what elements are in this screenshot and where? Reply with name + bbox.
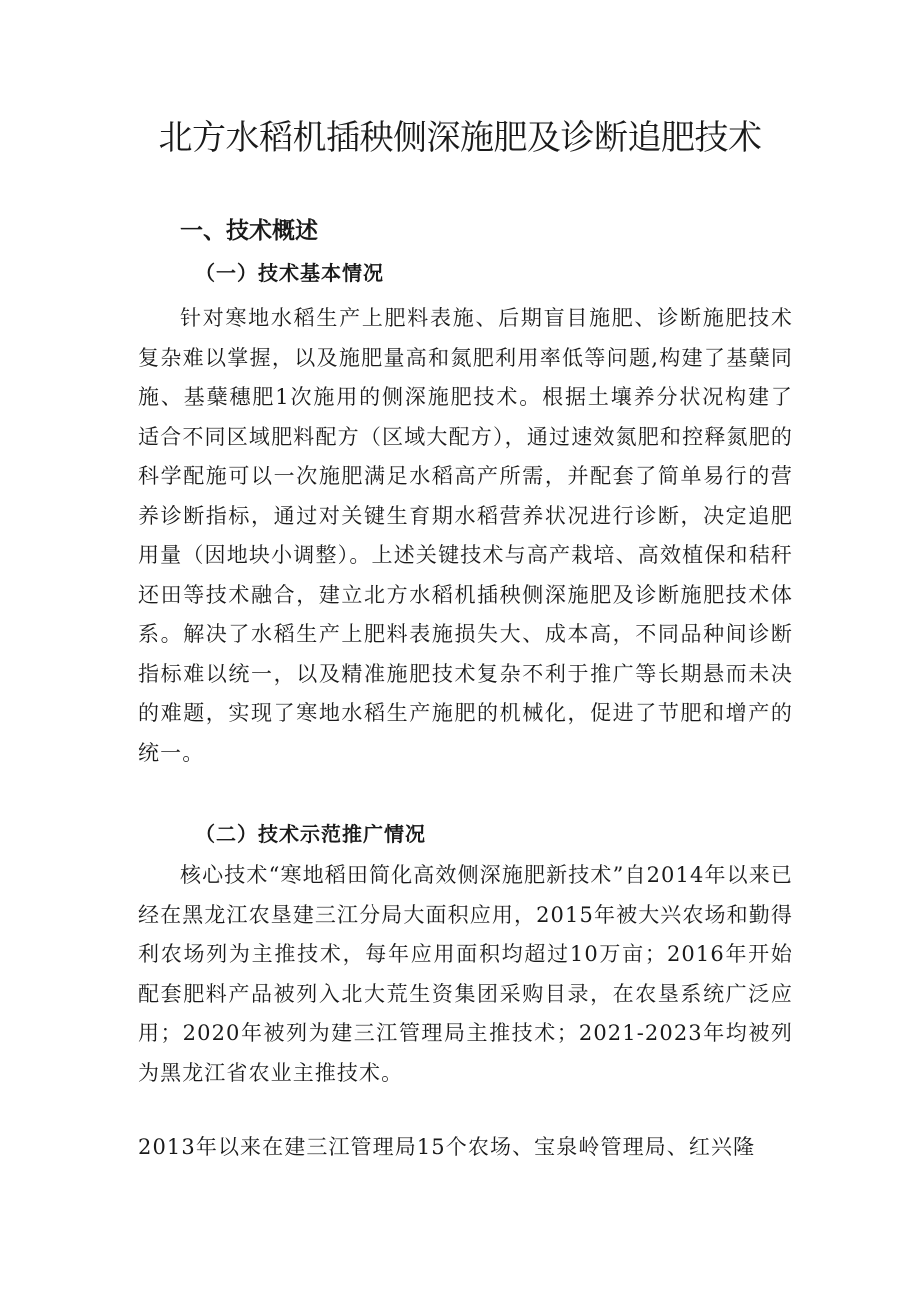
paragraph-continued: 2013年以来在建三江管理局15个农场、宝泉岭管理局、红兴隆	[138, 1135, 756, 1159]
section-heading-overview: 一、技术概述	[180, 218, 318, 244]
document-title: 北方水稻机插秧侧深施肥及诊断追肥技术	[158, 118, 762, 158]
paragraph-basic-situation: 针对寒地水稻生产上肥料表施、后期盲目施肥、诊断施肥技术复杂难以掌握，以及施肥量高和氮肥利用率低等问题,构建了基蘖同施、基蘖穗肥1次施用的侧深施肥技术。根据土壤养分状况构建了适合不同区域肥料配方（区域大配方），通过速效氮肥和控释氮肥的科学配施可以一次施肥满足水稻高产所需，并配套了简单易行的营养诊断指标，通过对关键生育期水稻营养状况进行诊断，决定追肥用量（因地块小调整）。上述关键技术与高产栽培、高效植保和秸秆还田等技术融合，建立北方水稻机插秧侧深施肥及诊断施肥技术体系。解决了水稻生产上肥料表施损失大、成本高，不同品种间诊断指标难以统一，以及精准施肥技术复杂不利于推广等长期悬而未决的难题，实现了寒地水稻生产施肥的机械化，促进了节肥和增产的统一。	[138, 306, 793, 765]
subsection-heading-demonstration: （二）技术示范推广情况	[195, 822, 426, 846]
subsection-heading-basic-situation: （一）技术基本情况	[195, 261, 384, 285]
paragraph-demonstration: 核心技术“寒地稻田简化高效侧深施肥新技术”自2014年以来已经在黑龙江农垦建三江分局大面积应用，2015年被大兴农场和勤得利农场列为主推技术，每年应用面积均超过10万亩；2016年开始配套肥料产品被列入北大荒生资集团采购目录，在农垦系统广泛应用；2020年被列为建三江管理局主推技术；2021-2023年均被列为黑龙江省农业主推技术。	[138, 863, 793, 1085]
